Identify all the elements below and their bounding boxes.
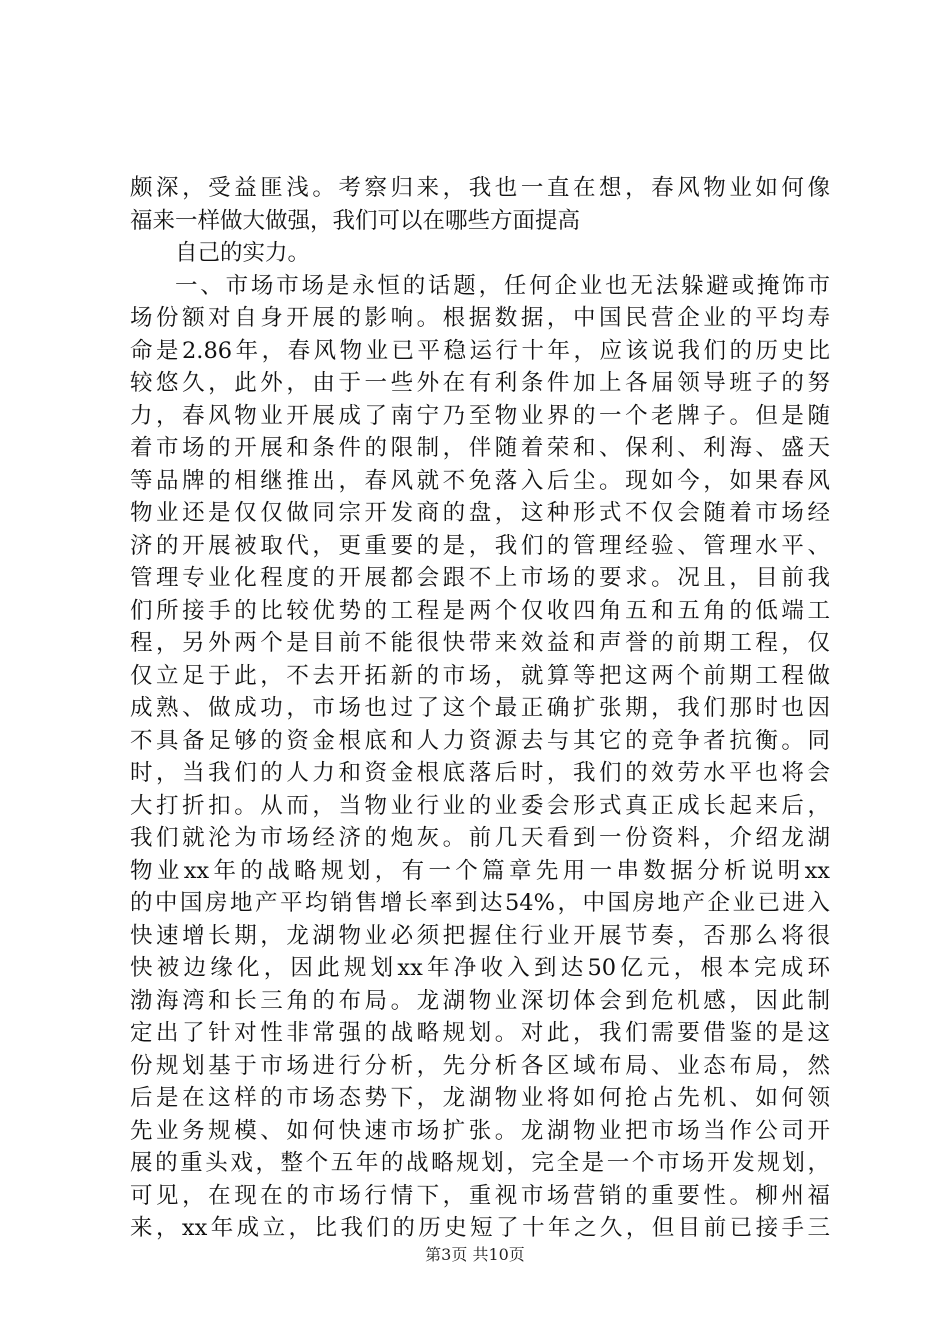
page-number-footer: 第3页 共10页 <box>425 1245 525 1264</box>
text-line: 快速增长期，龙湖物业必须把握住行业开展节奏，否那么将很 <box>130 922 830 949</box>
text-line: 等品牌的相继推出，春风就不免落入后尘。现如今，如果春风 <box>130 467 830 494</box>
text-line: 先业务规模、如何快速市场扩张。龙湖物业把市场当作公司开 <box>130 1117 830 1144</box>
text-line: 场份额对自身开展的影响。根据数据，中国民营企业的平均寿 <box>130 305 830 331</box>
text-line: 管理专业化程度的开展都会跟不上市场的要求。况且，目前我 <box>130 565 830 591</box>
text-line: 物业还是仅仅做同宗开发商的盘，这种形式不仅会随着市场经 <box>130 500 830 526</box>
text-line: 份规划基于市场进行分析，先分析各区域布局、业态布局，然 <box>130 1052 830 1079</box>
text-line: 仅立足于此，不去开拓新的市场，就算等把这两个前期工程做 <box>130 662 830 689</box>
text-line: 不具备足够的资金根底和人力资源去与其它的竞争者抗衡。同 <box>130 727 830 754</box>
text-line: 时，当我们的人力和资金根底落后时，我们的效劳水平也将会 <box>130 760 830 786</box>
text-line: 展的重头戏，整个五年的战略规划，完全是一个市场开发规划， <box>130 1150 830 1176</box>
text-line: 大打折扣。从而，当物业行业的业委会形式真正成长起来后， <box>130 792 830 819</box>
text-line: 力，春风物业开展成了南宁乃至物业界的一个老牌子。但是随 <box>130 402 830 429</box>
text-line: 我们就沦为市场经济的炮灰。前几天看到一份资料，介绍龙湖 <box>130 825 830 851</box>
text-line: 较悠久，此外，由于一些外在有利条件加上各届领导班子的努 <box>130 370 830 396</box>
text-line: 的中国房地产平均销售增长率到达54%，中国房地产企业已进入 <box>130 890 830 916</box>
text-line: 定出了针对性非常强的战略规划。对此，我们需要借鉴的是这 <box>130 1020 830 1046</box>
text-line: 自己的实力。 <box>175 240 311 266</box>
text-line: 可见，在现在的市场行情下，重视市场营销的重要性。柳州福 <box>130 1182 830 1209</box>
body-text <box>130 172 830 1245</box>
text-line: 快被边缘化，因此规划xx年净收入到达50亿元，根本完成环 <box>130 955 830 981</box>
text-line: 颇深，受益匪浅。考察归来，我也一直在想，春风物业如何像 <box>130 175 830 201</box>
text-line: 渤海湾和长三角的布局。龙湖物业深切体会到危机感，因此制 <box>130 987 830 1014</box>
text-line: 福来一样做大做强，我们可以在哪些方面提高 <box>130 207 581 234</box>
text-line: 成熟、做成功，市场也过了这个最正确扩张期，我们那时也因 <box>130 695 830 721</box>
text-line: 着市场的开展和条件的限制，伴随着荣和、保利、利海、盛天 <box>130 435 830 461</box>
text-line: 们所接手的比较优势的工程是两个仅收四角五和五角的低端工 <box>130 597 830 624</box>
text-line: 命是2.86年，春风物业已平稳运行十年，应该说我们的历史比 <box>130 337 830 364</box>
text-line: 程，另外两个是目前不能很快带来效益和声誉的前期工程，仅 <box>130 630 830 656</box>
text-line: 济的开展被取代，更重要的是，我们的管理经验、管理水平、 <box>130 532 830 559</box>
paragraph-first-line: 一、市场市场是永恒的话题，任何企业也无法躲避或掩饰市 <box>175 272 830 299</box>
text-line: 物业xx年的战略规划，有一个篇章先用一串数据分析说明xx <box>130 857 830 884</box>
text-line: 来，xx年成立，比我们的历史短了十年之久，但目前已接手三 <box>130 1215 830 1241</box>
text-line: 后是在这样的市场态势下，龙湖物业将如何抢占先机、如何领 <box>130 1085 830 1111</box>
